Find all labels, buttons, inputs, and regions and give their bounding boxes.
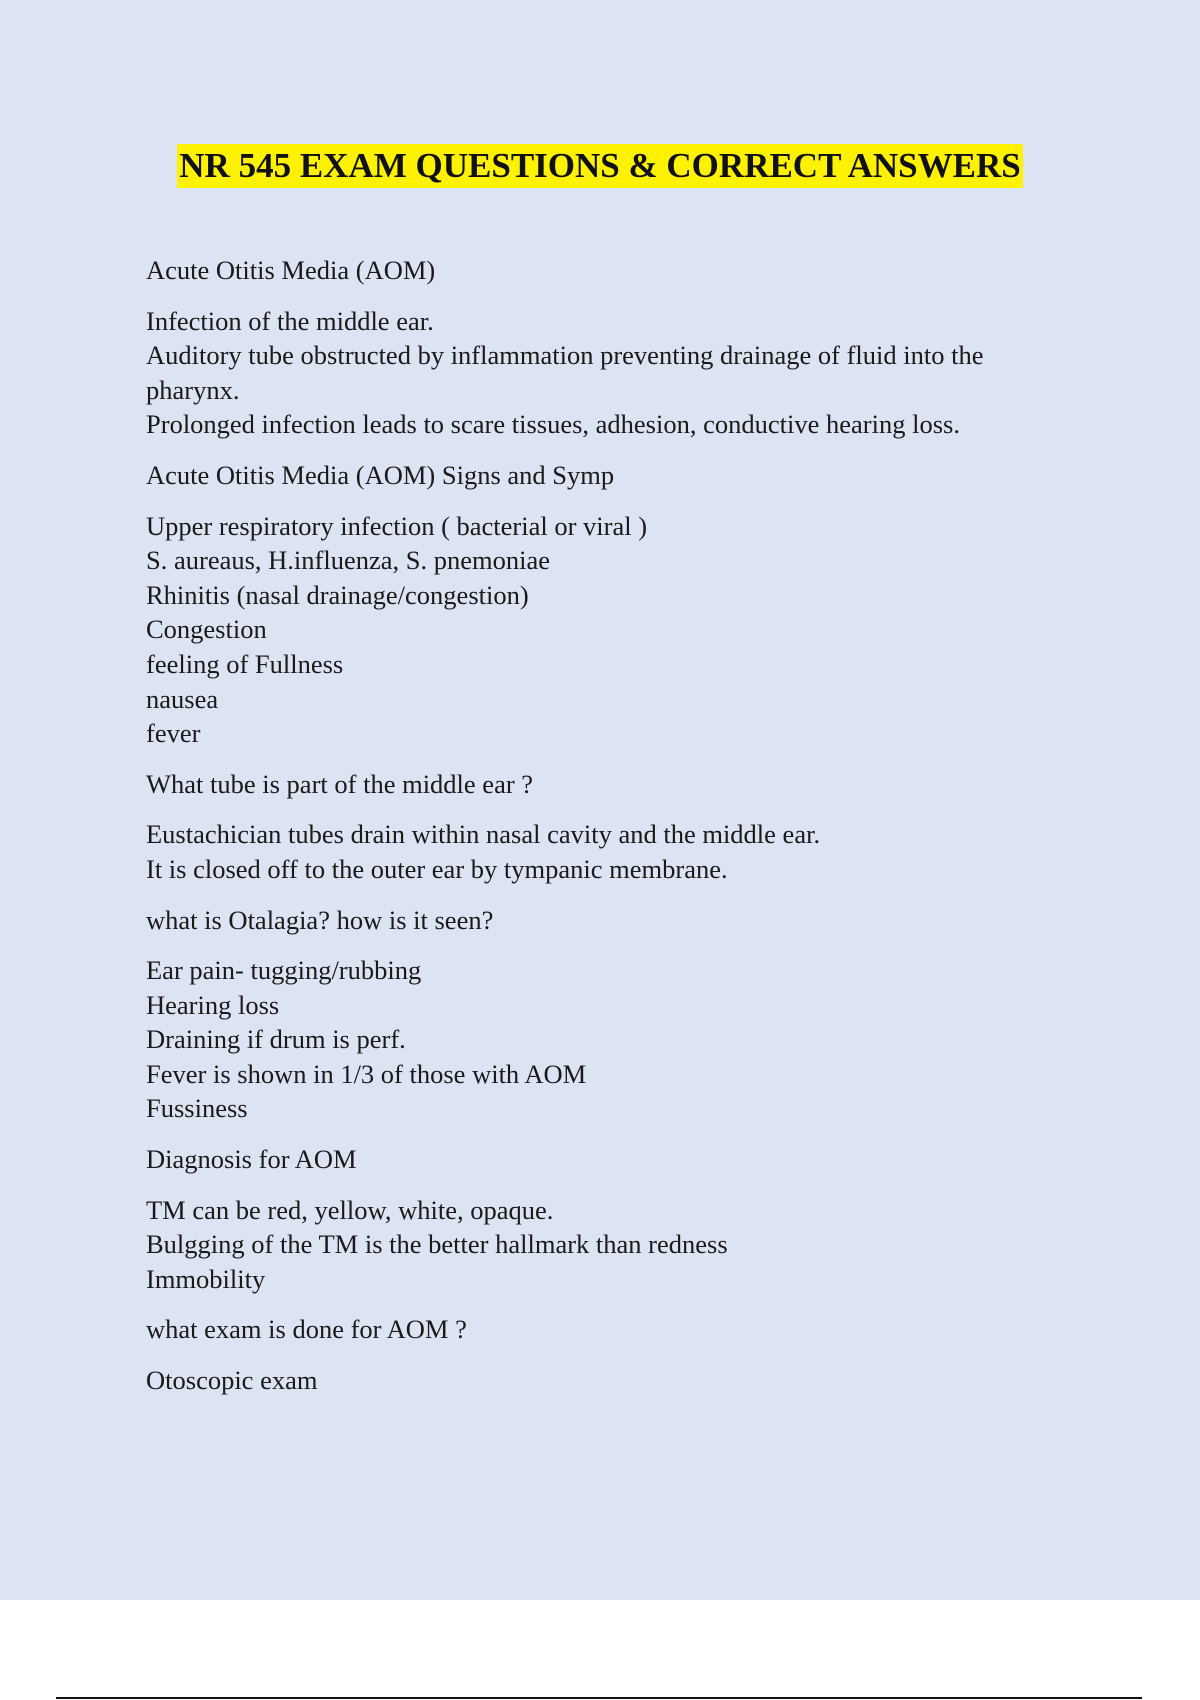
answer-block (146, 1363, 1066, 1398)
answer-block (146, 509, 1066, 751)
text-line: Draining if drum is perf. (146, 1024, 406, 1055)
text-line: fever (146, 718, 201, 749)
text-line: feeling of Fullness (146, 648, 344, 679)
answer-block (146, 304, 1066, 442)
text-line: Otoscopic exam (146, 1365, 318, 1396)
text-line: Bulgging of the TM is the better hallmark than redness (146, 1229, 728, 1260)
text-line: TM can be red, yellow, white, opaque. (146, 1194, 554, 1225)
question-term (146, 458, 1066, 493)
text-line: S. aureaus, H.influenza, S. pnemoniae (146, 545, 551, 576)
text-line: what is Otalagia? how is it seen? (146, 904, 494, 935)
text-line: Fussiness (146, 1093, 248, 1124)
text-line: Eustachician tubes drain within nasal cavity and the middle ear. (146, 819, 821, 850)
text-line: Infection of the middle ear. (146, 305, 434, 336)
text-line: Rhinitis (nasal drainage/congestion) (146, 579, 529, 610)
document-title: NR 545 EXAM QUESTIONS & CORRECT ANSWERS (177, 144, 1022, 188)
answer-block (146, 953, 1066, 1126)
text-line: Acute Otitis Media (AOM) Signs and Symp (146, 459, 615, 490)
text-line: Fever is shown in 1/3 of those with AOM (146, 1058, 587, 1089)
question-term (146, 1312, 1066, 1347)
title-container (0, 144, 1200, 188)
text-line: Immobility (146, 1263, 266, 1294)
question-term (146, 1142, 1066, 1177)
text-line: What tube is part of the middle ear ? (146, 768, 534, 799)
text-line: Prolonged infection leads to scare tissues, adhesion, conductive hearing loss. (146, 409, 960, 440)
text-line: Diagnosis for AOM (146, 1144, 357, 1175)
question-term (146, 903, 1066, 938)
text-line: Auditory tube obstructed by inflammation preventing drainage of fluid into the pharynx. (146, 340, 984, 405)
text-line: Hearing loss (146, 989, 280, 1020)
text-line: It is closed off to the outer ear by tympanic membrane. (146, 853, 728, 884)
question-term (146, 767, 1066, 802)
text-line: Congestion (146, 614, 267, 645)
answer-block (146, 1193, 1066, 1297)
text-line: Upper respiratory infection ( bacterial or viral ) (146, 510, 648, 541)
text-line: Acute Otitis Media (AOM) (146, 255, 436, 285)
document-body (146, 253, 1066, 1414)
answer-block (146, 817, 1066, 886)
question-term (146, 253, 1066, 288)
text-line: Ear pain- tugging/rubbing (146, 955, 422, 986)
footer-divider (56, 1697, 1142, 1699)
text-line: nausea (146, 683, 219, 714)
text-line: what exam is done for AOM ? (146, 1314, 467, 1345)
